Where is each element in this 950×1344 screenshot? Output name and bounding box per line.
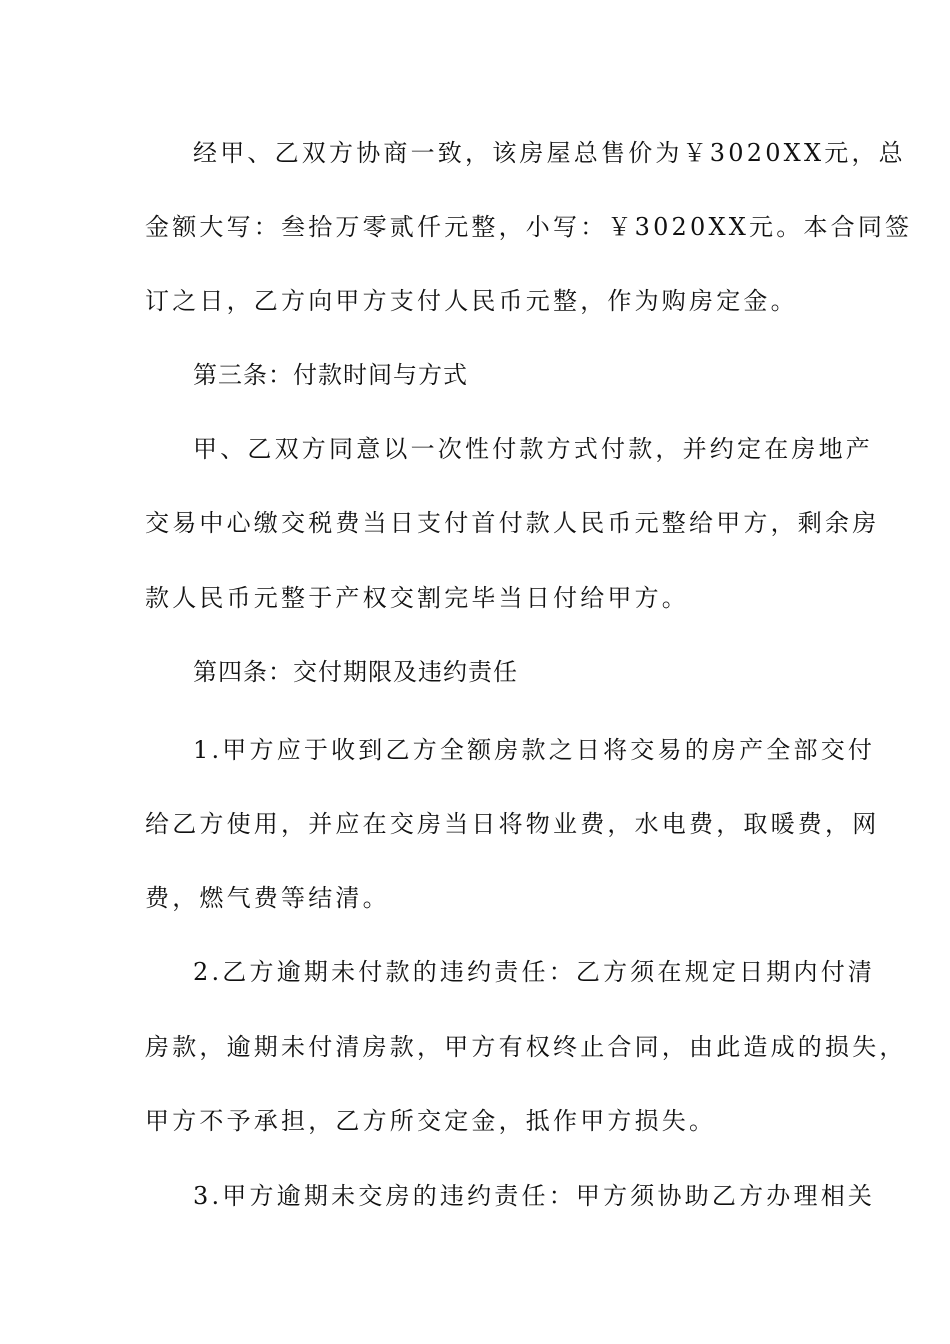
paragraph-line: 1.甲方应于收到乙方全额房款之日将交易的房产全部交付 [193, 736, 876, 764]
paragraph-line: 订之日，乙方向甲方支付人民币元整，作为购房定金。 [145, 287, 798, 315]
paragraph-line: 款人民币元整于产权交割完毕当日付给甲方。 [145, 584, 689, 612]
paragraph-line: 甲、乙双方同意以一次性付款方式付款，并约定在房地产 [193, 435, 873, 463]
paragraph-line: 金额大写：叁拾万零贰仟元整，小写：￥3020XX元。本合同签 [145, 213, 913, 241]
paragraph-line: 甲方不予承担，乙方所交定金，抵作甲方损失。 [145, 1107, 717, 1135]
paragraph-line: 房款，逾期未付清房款，甲方有权终止合同，由此造成的损失， [145, 1033, 907, 1061]
section-heading: 第三条：付款时间与方式 [193, 361, 468, 389]
paragraph-line: 给乙方使用，并应在交房当日将物业费，水电费，取暖费，网 [145, 810, 880, 838]
paragraph-line: 交易中心缴交税费当日支付首付款人民币元整给甲方，剩余房 [145, 509, 880, 537]
paragraph-line: 2.乙方逾期未付款的违约责任：乙方须在规定日期内付清 [193, 958, 876, 986]
paragraph-line: 费，燃气费等结清。 [145, 884, 390, 912]
paragraph-line: 3.甲方逾期未交房的违约责任：甲方须协助乙方办理相关 [193, 1182, 876, 1210]
section-heading: 第四条：交付期限及违约责任 [193, 658, 518, 686]
paragraph-line: 经甲、乙双方协商一致，该房屋总售价为￥3020XX元，总 [193, 139, 906, 167]
